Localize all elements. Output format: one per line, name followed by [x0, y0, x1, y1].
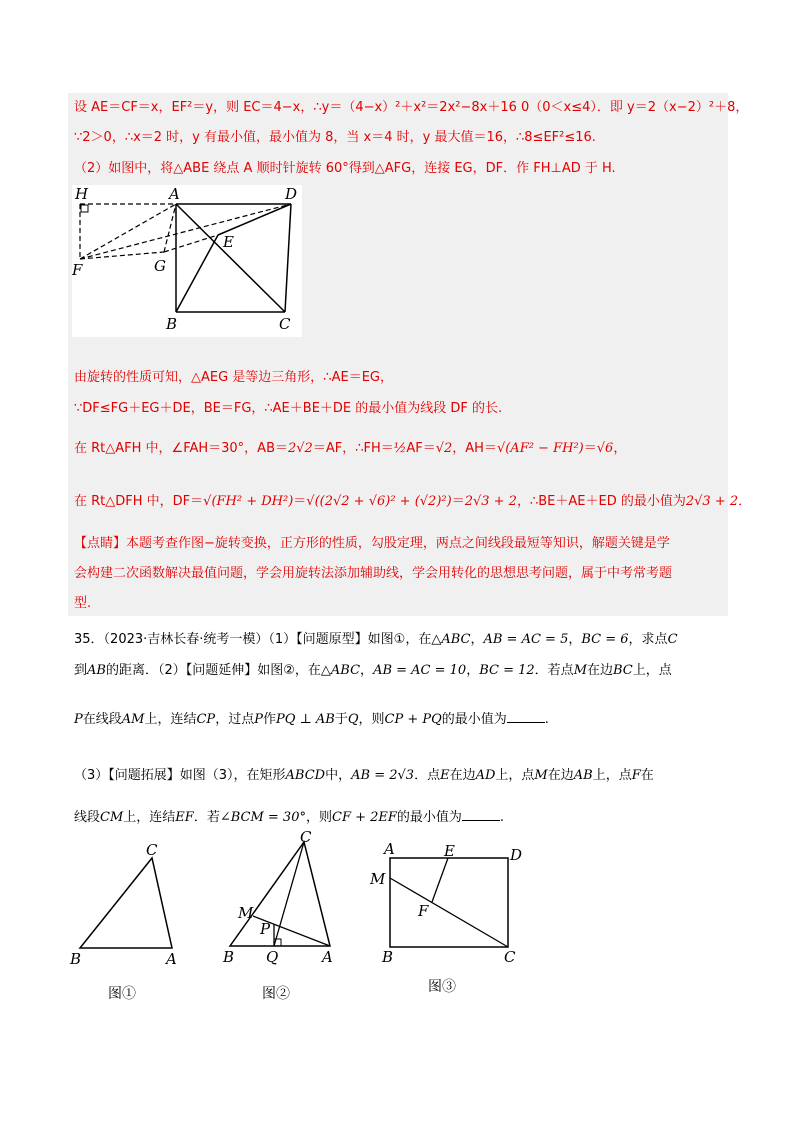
solution-line-3: （2）如图中，将△ABE 绕点 A 顺时针旋转 60°得到△AFG，连接 EG，DF．作 FH⊥AD 于 H. — [74, 161, 616, 176]
q4-o: 在 — [640, 768, 654, 783]
fig3-label-C: C — [504, 948, 516, 966]
fig2-label-B: B — [223, 948, 235, 966]
q2-i: ．若点 — [534, 663, 574, 678]
q5-e: ．若 — [193, 810, 220, 825]
q1-e: ， — [568, 632, 582, 647]
line6-i: ＝ — [583, 441, 597, 456]
figure-3-caption: 图③ — [428, 979, 456, 995]
q3-cp: CP — [196, 712, 216, 727]
line6-ah-value: √6 — [596, 441, 614, 456]
question-line-4 — [74, 764, 654, 783]
label-H: H — [75, 185, 89, 203]
q1-bc: BC = 6 — [581, 632, 629, 647]
q5-a: 线段 — [74, 810, 101, 825]
fig3-label-B: B — [382, 948, 394, 966]
comment-line-3: 型. — [74, 596, 92, 611]
q2-a: 到 — [74, 663, 88, 678]
q5-j: . — [499, 810, 505, 825]
q1-g: ，求点 — [628, 632, 668, 647]
comment-line-2: 会构建二次函数解决最值问题，学会用旋转法添加辅助线，学会用转化的思想思考问题，属于中考常考题 — [74, 566, 673, 581]
line7-c: ＝ — [293, 494, 307, 509]
fig1-label-A: A — [166, 950, 177, 968]
solution-line-2: ∵2＞0，∴x＝2 时，y 有最小值，最小值为 8，当 x＝4 时，y 最大值＝16，∴8≤EF²≤16. — [74, 130, 596, 145]
line7-df-value: 2√3 + 2 — [464, 494, 517, 509]
comment-line-1: 【点睛】本题考查作图−旋转变换，正方形的性质，勾股定理，两点之间线段最短等知识，解题关键是学 — [74, 536, 670, 551]
q2-e: ， — [360, 663, 374, 678]
q5-i: 的最小值为 — [396, 810, 462, 825]
line6-g: ，AH＝ — [452, 441, 497, 456]
q4-e: ．点 — [414, 768, 441, 783]
line7-i: ． — [738, 494, 752, 509]
q3-l: ，则 — [358, 712, 385, 727]
fig3-label-A: A — [384, 840, 395, 858]
q4-ab: AB — [573, 768, 593, 783]
question-line-3 — [74, 708, 549, 727]
fig1-label-C: C — [146, 841, 158, 859]
q2-ab-ac: AB = AC = 10 — [373, 663, 467, 678]
answer-blank-2[interactable] — [462, 808, 500, 821]
line6-a: 在 Rt△AFH 中，∠FAH＝30°，AB＝ — [74, 441, 288, 456]
q2-side-bc: BC — [613, 663, 633, 678]
q3-f: ，过点 — [215, 712, 255, 727]
q5-angle: ∠BCM = 30° — [219, 810, 306, 825]
q5-g: ，则 — [305, 810, 332, 825]
question-line-5 — [74, 806, 504, 825]
q2-g: ， — [466, 663, 480, 678]
figure-1-triangle — [68, 840, 188, 970]
line7-min-value: 2√3 + 2 — [685, 494, 739, 509]
line7-df-expr: √(FH² + DH²) — [203, 494, 294, 509]
q3-point-q: Q — [347, 712, 359, 727]
q2-triangle: △ABC — [320, 663, 361, 678]
answer-blank-1[interactable] — [507, 710, 545, 723]
fig1-label-B: B — [70, 950, 82, 968]
line6-e: AF＝ — [406, 441, 436, 456]
q4-point-e: E — [440, 768, 450, 783]
q1-a: 35．（2023·吉林长春·统考一模）（1）【问题原型】如图①，在 — [74, 632, 432, 647]
fig3-label-D: D — [510, 846, 523, 864]
line6-ah-expr: √(AF² − FH²) — [496, 441, 584, 456]
q3-point-p2: P — [254, 712, 263, 727]
q4-c: 中， — [325, 768, 352, 783]
line7-df-sub: √((2√2 + √6)² + (√2)²) — [306, 494, 452, 509]
fig2-label-C: C — [300, 830, 312, 846]
q3-d: 上，连结 — [144, 712, 197, 727]
q3-o: . — [544, 712, 549, 727]
solution-line-4: 由旋转的性质可知，△AEG 是等边三角形，∴AE＝EG， — [74, 370, 393, 385]
fig2-label-M: M — [238, 904, 254, 922]
q2-ab: AB — [87, 663, 106, 678]
label-G: G — [154, 257, 166, 275]
line7-a: 在 Rt△DFH 中，DF＝ — [74, 494, 204, 509]
line6-ab-value: 2√2 — [288, 441, 313, 456]
figure-1-caption: 图① — [108, 986, 136, 1002]
q4-k: 在边 — [547, 768, 574, 783]
solution-line-1: 设 AE＝CF＝x，EF²＝y，则 EC＝4−x，∴y＝（4−x）²＋x²＝2x²−8x＋16 0（0＜x≤4）．即 y＝2（x−2）²＋8， — [74, 100, 749, 115]
q4-i: 上，点 — [495, 768, 535, 783]
label-C: C — [279, 315, 291, 333]
q1-ab-ac: AB = AC = 5 — [483, 632, 569, 647]
q3-h: 作 — [262, 712, 276, 727]
q1-point-c: C — [667, 632, 678, 647]
q4-point-m: M — [534, 768, 548, 783]
label-D: D — [285, 185, 298, 203]
q4-ab-value: AB = 2√3 — [351, 768, 415, 783]
q2-k: 在边 — [587, 663, 614, 678]
line6-k: ， — [613, 441, 627, 456]
question-line-2 — [74, 659, 672, 678]
q2-c: 的距离．（2）【问题延伸】如图②，在 — [105, 663, 321, 678]
figure-2-triangle — [218, 830, 343, 970]
fig3-label-M: M — [370, 870, 386, 888]
label-B: B — [166, 315, 178, 333]
line7-e: ＝ — [451, 494, 465, 509]
line6-c: ＝AF，∴FH＝ — [312, 441, 394, 456]
q5-cm: CM — [100, 810, 124, 825]
q3-j: 于 — [334, 712, 348, 727]
q4-ad: AD — [475, 768, 496, 783]
q3-cp-pq: CP + PQ — [384, 712, 442, 727]
line6-fh-value: √2 — [435, 441, 453, 456]
q5-c: 上，连结 — [123, 810, 176, 825]
label-F: F — [72, 261, 83, 279]
q4-g: 在边 — [449, 768, 476, 783]
label-E: E — [223, 233, 234, 251]
q3-b: 在线段 — [82, 712, 122, 727]
q2-bc: BC = 12 — [479, 663, 535, 678]
solution-line-7 — [74, 493, 751, 511]
fig3-label-F: F — [418, 902, 429, 920]
label-A: A — [169, 185, 180, 203]
q1-triangle: △ABC — [431, 632, 471, 647]
q1-c: ， — [470, 632, 484, 647]
q3-n: 的最小值为 — [441, 712, 507, 727]
fig2-label-Q: Q — [266, 948, 279, 966]
rotation-square-figure — [72, 185, 302, 337]
fig3-label-E: E — [444, 842, 455, 860]
q4-m: 上，点 — [592, 768, 632, 783]
q5-expr: CF + 2EF — [332, 810, 397, 825]
figure-2-caption: 图② — [262, 986, 290, 1002]
q3-pq-perp: PQ ⊥ AB — [275, 712, 335, 727]
fig2-label-P: P — [260, 920, 271, 938]
line6-half: ½ — [393, 441, 407, 456]
q4-point-f: F — [631, 768, 641, 783]
q4-abcd: ABCD — [285, 768, 326, 783]
q3-am: AM — [121, 712, 145, 727]
q5-ef: EF — [175, 810, 194, 825]
q4-a: （3）【问题拓展】如图（3），在矩形 — [74, 768, 286, 783]
solution-line-6 — [74, 440, 626, 458]
q2-point-m: M — [573, 663, 587, 678]
q3-point-p: P — [74, 712, 83, 727]
fig2-label-A: A — [322, 948, 333, 966]
line7-g: ，∴BE＋AE＋ED 的最小值为 — [516, 494, 686, 509]
question-line-1 — [74, 628, 678, 647]
q2-m: 上，点 — [632, 663, 672, 678]
figure-3-rectangle — [366, 838, 536, 968]
solution-line-5: ∵DF≤FG＋EG＋DE，BE＝FG，∴AE＋BE＋DE 的最小值为线段 DF 的长. — [74, 401, 503, 416]
